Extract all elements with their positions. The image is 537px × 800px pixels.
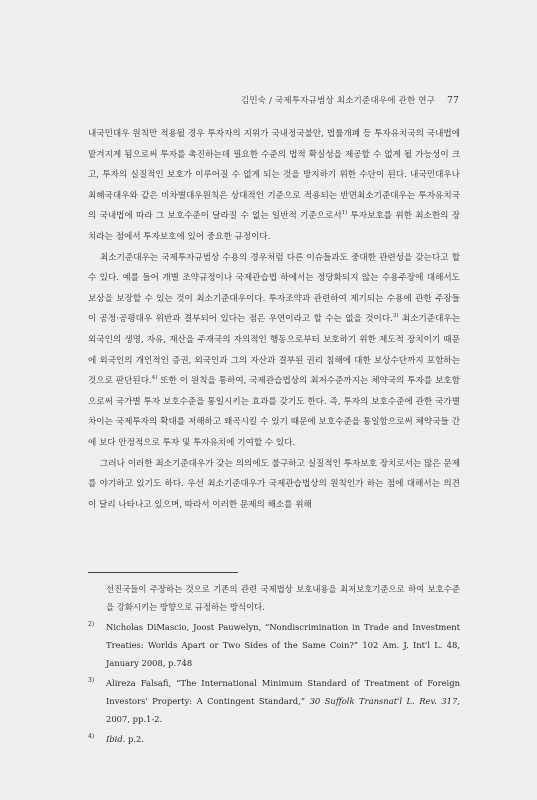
footnote-continuation-text: 선진국들이 주장하는 것으로 기존의 관련 국제법상 보호내용을 최저보호기준으로 하여 보호수준을 강화시키는 방향으로 규정하는 방식이다. — [106, 584, 460, 612]
footnote-3-text-a: Alireza Falsafi, “The International Minimum Standard of Treatment of Foreign Investors' Property: A Contingent Standard,” — [106, 678, 460, 706]
running-header — [241, 94, 459, 106]
running-title: 김민숙 / 국제투자규범상 최소기준대우에 관한 연구 — [240, 96, 436, 106]
footnote-4 — [88, 730, 460, 748]
paragraph-2 — [88, 248, 460, 454]
footnotes — [88, 580, 460, 750]
paragraph-2-text-c: 또한 이 원칙을 통하여, 국제관습법상의 최저수준까지는 체약국의 투자를 보호함으로써 국가별 투자 보호수준을 통일시키는 효과를 갖기도 한다. 즉, 투자의 보호수준에 관한 국가별 차이는 국제투자의 확대를 저해하고 왜곡시킬 수 있기 때문에 보호수준을 통일함으로써 체약국들 간에 보다 안정적으로 투자 및 투자유치에 기여할 수 있다. — [88, 376, 460, 448]
footnote-4-text — [106, 730, 460, 748]
footnote-divider — [88, 572, 238, 573]
paragraph-1-text: 내국민대우 원칙만 적용될 경우 투자자의 지위가 국내정국불안, 법률개폐 등 투자유치국의 국내법에 맡겨지게 됨으로써 투자를 촉진하는데 필요한 수준의 법적 확실성을 제공할 수 없게 될 가능성이 크고, 투자의 실질적인 보호가 이루어질 수 없게 되는 것을 방지하기 위한 수단이 된다. 내국민대우나 최혜국대우와 같은 비차별대우원칙은 상대적인 기준으로 적용되는 반면최소기준대우는 투자유치국의 국내법에 따라 그 보호수준이 달라질 수 없는 일반적 기준으로서 — [88, 129, 460, 222]
footnote-4-page: p.2. — [125, 734, 145, 744]
footnote-3 — [88, 674, 460, 728]
paragraph-2-text-a: 최소기준대우는 국제투자규범상 수용의 경우처럼 다른 이슈들과도 중대한 관련성을 갖는다고 할 수 있다. 예를 들어 개별 조약규정이나 국제관습법 하에서는 정당화되지 않는 수용주장에 대해서도 보상을 보장할 수 있는 것이 최소기준대우이다. 투자조약과 관련하여 제기되는 수용에 관한 주장들이 공정·공평대우 위반과 결부되어 있다는 점은 우연이라고 할 수는 없을 것이다. — [88, 252, 460, 325]
page-number: 77 — [447, 96, 459, 106]
paragraph-2-text-b: 최소기준대우는 외국인의 생명, 자유, 재산을 주재국의 자의적인 행동으로부터 보호하기 위한 제도적 장치이기 때문에 외국인의 개인적인 증권, 외국인과 그의 자산과 결부된 권리 침해에 대한 보상수단까지 포함하는 것으로 판단된다. — [88, 314, 461, 387]
paragraph-3: 그러나 이러한 최소기준대우가 갖는 의의에도 불구하고 실질적인 투자보호 장치로서는 많은 문제를 야기하고 있기도 하다. 우선 최소기준대우가 국제관습법상의 원칙인가 하는 점에 대해서는 의견이 달리 나타나고 있으며, 따라서 이러한 문제의 해소를 위해 — [88, 458, 460, 510]
footnote-2-number: 2) — [88, 621, 95, 628]
footnote-2 — [88, 618, 460, 672]
footnote-ref-3[interactable]: 3) — [392, 313, 399, 320]
footnote-3-text — [106, 674, 460, 728]
body-text — [88, 124, 460, 515]
footnote-2-text: Nicholas DiMascio, Joost Pauwelyn, “Nondiscrimination in Trade and Investment Treaties: Worlds Apart or Two Sides of the Same Coin?” 102 Am. J. Int'l L. 48, January 2008, p.748 — [106, 622, 460, 668]
footnote-3-number: 3) — [88, 677, 95, 684]
footnote-4-number: 4) — [88, 733, 95, 740]
footnote-3-text-b: 2007, pp.1-2. — [106, 714, 163, 724]
footnote-3-citation: 30 Suffolk Transnat'l L. Rev. 317, — [309, 696, 460, 706]
footnote-continuation — [88, 580, 460, 616]
footnote-ref-4[interactable]: 4) — [151, 375, 158, 382]
paragraph-1 — [88, 124, 460, 248]
paragraph-1-tail: 투자보호를 위한 최소한의 장치라는 점에서 투자보호에 있어 중요한 규정이다. — [88, 211, 461, 242]
footnote-ref-1[interactable]: 1) — [341, 210, 348, 217]
footnote-4-ibid: Ibid. — [106, 734, 126, 744]
